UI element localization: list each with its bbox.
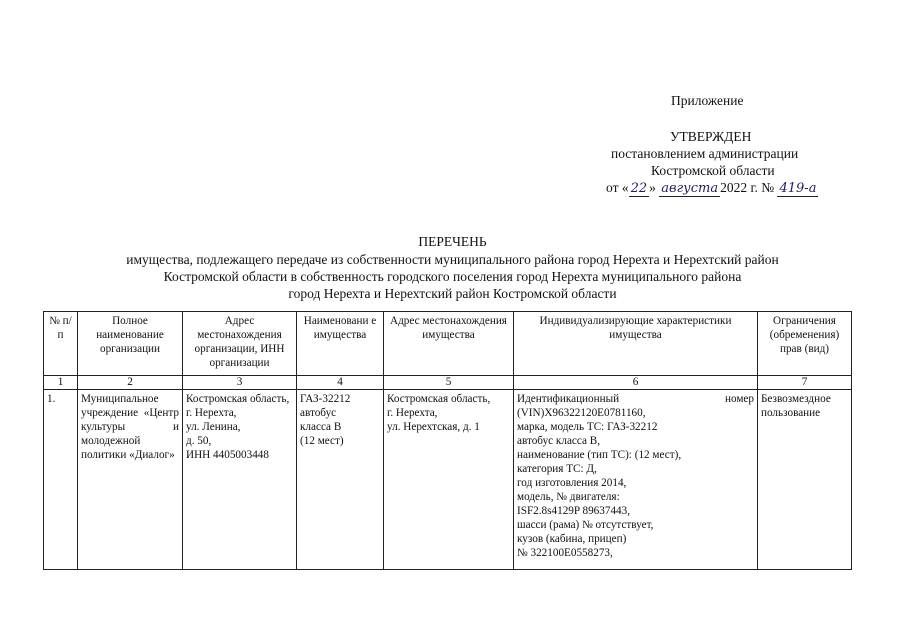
property-name: ГАЗ-32212 автобус класса В (12 мест) <box>297 390 384 570</box>
restrictions: Безвозмездное пользование <box>758 390 852 570</box>
region-line: Костромской области <box>651 163 775 178</box>
date-prefix: от « <box>606 180 629 195</box>
header-organization: Полное наименование организации <box>78 312 183 376</box>
table-row <box>44 390 852 570</box>
header-org-address: Адрес местонахождения организации, ИНН организации <box>183 312 297 376</box>
date-mid: » <box>649 180 656 195</box>
column-number: 7 <box>758 376 852 390</box>
appendix-label: Приложение <box>671 93 744 108</box>
approved-by-line: постановлением администрации <box>611 146 799 161</box>
header-property-address: Адрес местонахождения имущества <box>384 312 514 376</box>
table-column-numbers-row <box>44 376 852 390</box>
header-restrictions: Ограничения (обременения) прав (вид) <box>758 312 852 376</box>
column-number: 6 <box>514 376 758 390</box>
title-line-2: Костромской области в собственность городского поселения город Нерехта муниципального района <box>163 269 742 284</box>
row-number: 1. <box>44 390 78 570</box>
column-number: 1 <box>44 376 78 390</box>
header-num: № п/п <box>44 312 78 376</box>
organization-address: Костромская область, г. Нерехта, ул. Ленина, д. 50, ИНН 4405003448 <box>183 390 297 570</box>
title-line-3: город Нерехта и Нерехтский район Костромской области <box>288 286 617 301</box>
column-number: 2 <box>78 376 183 390</box>
header-characteristics: Индивидуализирующие характеристики имущества <box>514 312 758 376</box>
property-table <box>43 311 852 570</box>
title-line-1: имущества, подлежащего передаче из собственности муниципального района город Нерехта и Нерехтский район <box>126 252 779 267</box>
date-year: 2022 г. № <box>720 180 775 195</box>
property-address: Костромская область, г. Нерехта, ул. Нерехтская, д. 1 <box>384 390 514 570</box>
document-title: ПЕРЕЧЕНЬ <box>418 234 487 249</box>
table-header-row <box>44 312 852 376</box>
decree-date-line <box>606 179 818 197</box>
column-number: 3 <box>183 376 297 390</box>
header-property-name: Наименовани е имущества <box>297 312 384 376</box>
date-day: 22 <box>630 181 648 196</box>
organization-name: Муниципальное учреждение «Центр культуры и молодежной политики «Диалог» <box>78 390 183 570</box>
approved-label: УТВЕРЖДЕН <box>670 129 752 144</box>
property-characteristics: Идентификационный номер (VIN)X96322120E0781160, марка, модель ТС: ГАЗ-32212 автобус класса В, наименование (тип ТС): (12 мест), категория ТС: Д, год изготовления 2014, модель, № двигателя: ISF2.8s4129P 89637443, шасси (рама) № отсутствует, кузов (кабина, прицеп) № 322100E0558273, <box>514 390 758 570</box>
column-number: 5 <box>384 376 514 390</box>
date-month: августа <box>661 181 719 196</box>
document-number: 419-а <box>779 181 817 196</box>
column-number: 4 <box>297 376 384 390</box>
